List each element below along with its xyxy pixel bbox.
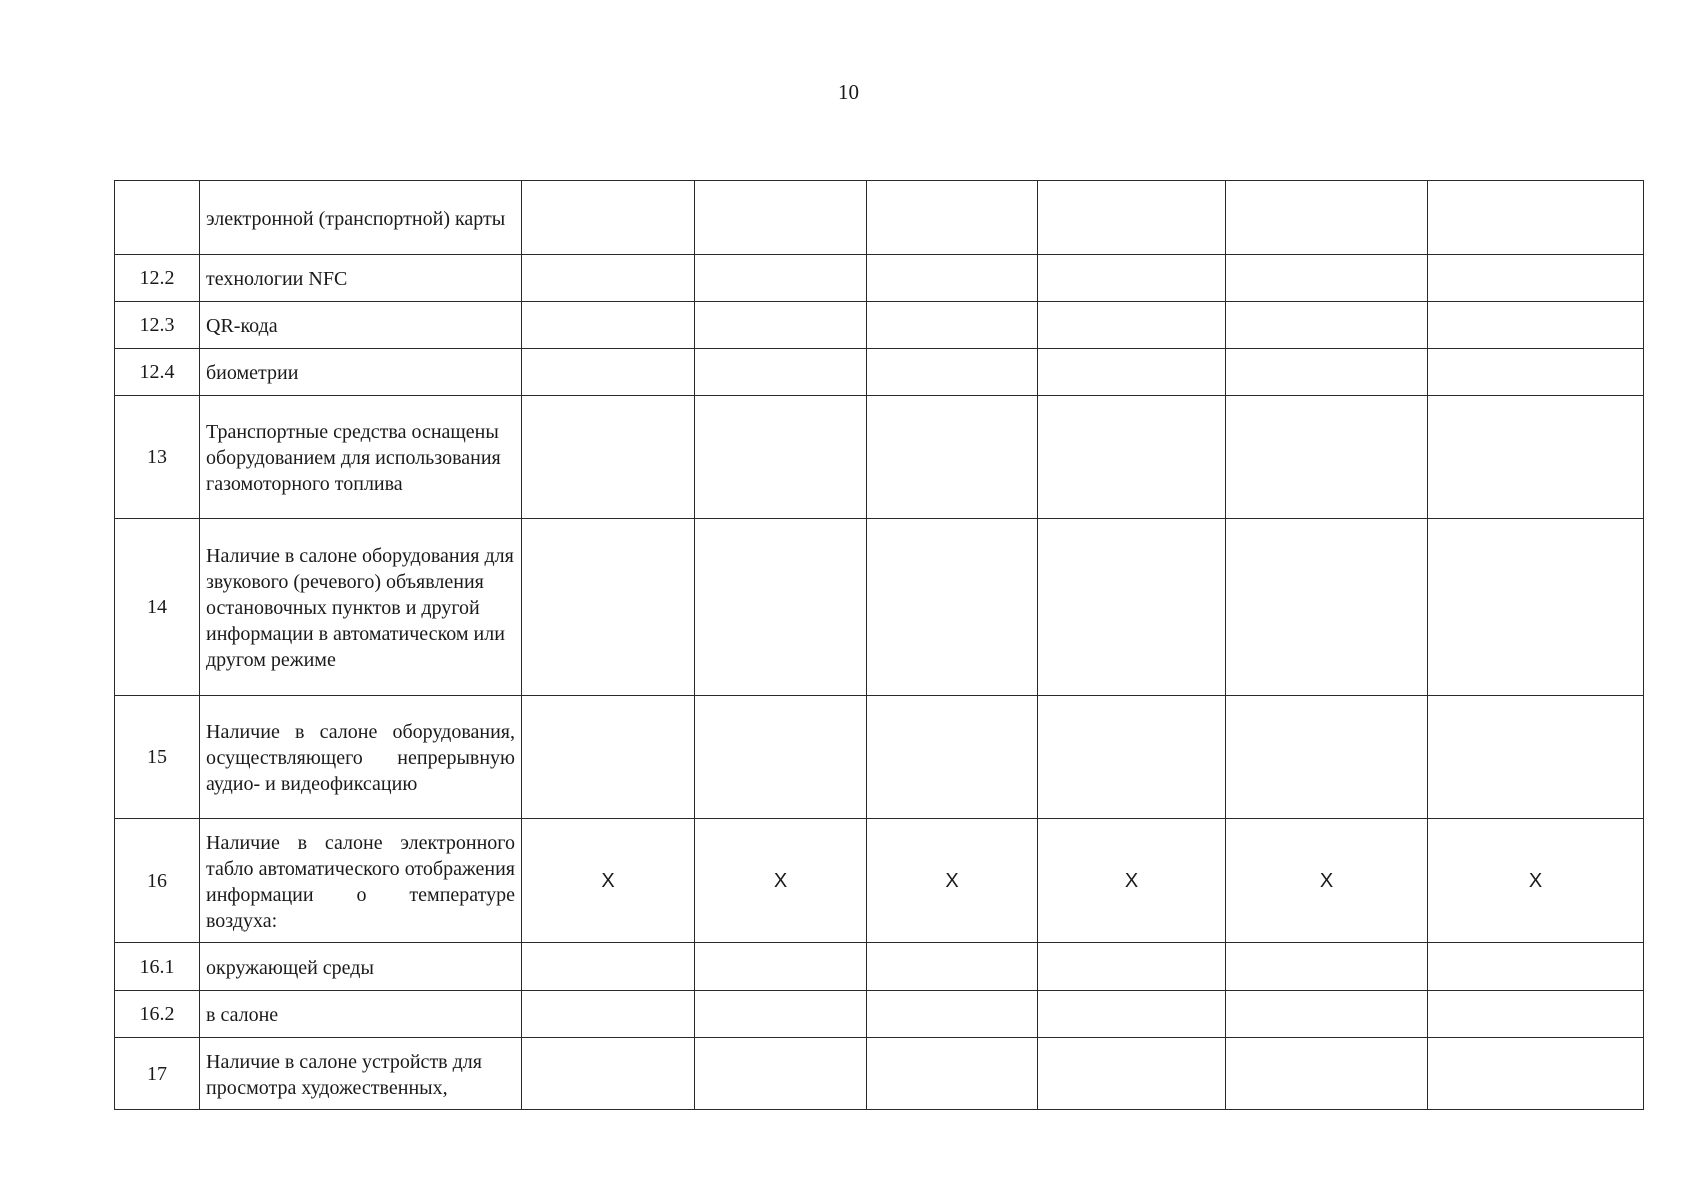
row-text: Наличие в салоне устройств для просмотра художественных, — [200, 1038, 522, 1110]
value-cell — [695, 943, 867, 991]
value-cell — [1038, 181, 1226, 255]
row-text: Наличие в салоне оборудования, осуществляющего непрерывную аудио- и видеофиксацию — [200, 696, 522, 819]
row-text: Транспортные средства оснащены оборудованием для использования газомоторного топлива — [200, 396, 522, 519]
row-number: 17 — [115, 1038, 200, 1110]
value-cell — [1038, 696, 1226, 819]
value-cell — [1428, 349, 1644, 396]
value-cell — [522, 255, 695, 302]
value-cell — [695, 349, 867, 396]
not-applicable-mark: Х — [867, 819, 1038, 943]
value-cell — [1226, 519, 1428, 696]
value-cell — [1038, 302, 1226, 349]
row-text: Наличие в салоне электронного табло автоматического отображения информации о температуре воздуха: — [200, 819, 522, 943]
value-cell — [522, 696, 695, 819]
table-row — [115, 696, 1644, 819]
table-row — [115, 349, 1644, 396]
value-cell — [867, 181, 1038, 255]
value-cell — [522, 943, 695, 991]
value-cell — [522, 181, 695, 255]
value-cell — [1226, 396, 1428, 519]
page-number: 10 — [838, 80, 859, 104]
table-row — [115, 396, 1644, 519]
row-number: 15 — [115, 696, 200, 819]
not-applicable-mark: Х — [1226, 819, 1428, 943]
table-row — [115, 991, 1644, 1038]
row-number: 12.2 — [115, 255, 200, 302]
value-cell — [867, 255, 1038, 302]
table-row — [115, 819, 1644, 943]
value-cell — [867, 696, 1038, 819]
value-cell — [1038, 991, 1226, 1038]
value-cell — [1038, 1038, 1226, 1110]
value-cell — [1428, 1038, 1644, 1110]
value-cell — [695, 991, 867, 1038]
value-cell — [1428, 696, 1644, 819]
not-applicable-mark: Х — [1428, 819, 1644, 943]
value-cell — [867, 302, 1038, 349]
not-applicable-mark: Х — [522, 819, 695, 943]
row-number: 13 — [115, 396, 200, 519]
row-text: технологии NFC — [200, 255, 522, 302]
value-cell — [1428, 519, 1644, 696]
value-cell — [1428, 396, 1644, 519]
value-cell — [867, 991, 1038, 1038]
row-number: 16 — [115, 819, 200, 943]
value-cell — [1226, 696, 1428, 819]
value-cell — [1226, 991, 1428, 1038]
row-number — [115, 181, 200, 255]
row-number: 16.1 — [115, 943, 200, 991]
value-cell — [1038, 396, 1226, 519]
value-cell — [522, 991, 695, 1038]
value-cell — [1226, 302, 1428, 349]
row-number: 14 — [115, 519, 200, 696]
value-cell — [1226, 255, 1428, 302]
value-cell — [1226, 181, 1428, 255]
value-cell — [1428, 255, 1644, 302]
value-cell — [1038, 255, 1226, 302]
value-cell — [1428, 943, 1644, 991]
not-applicable-mark: Х — [1038, 819, 1226, 943]
value-cell — [522, 396, 695, 519]
row-number: 12.4 — [115, 349, 200, 396]
row-text: окружающей среды — [200, 943, 522, 991]
value-cell — [867, 396, 1038, 519]
value-cell — [1428, 181, 1644, 255]
row-text: QR-кода — [200, 302, 522, 349]
not-applicable-mark: Х — [695, 819, 867, 943]
value-cell — [1038, 349, 1226, 396]
row-text: электронной (транспортной) карты — [200, 181, 522, 255]
value-cell — [695, 1038, 867, 1110]
row-number: 12.3 — [115, 302, 200, 349]
value-cell — [867, 349, 1038, 396]
table-row — [115, 255, 1644, 302]
table-row — [115, 302, 1644, 349]
criteria-table — [114, 180, 1644, 1110]
row-text: в салоне — [200, 991, 522, 1038]
value-cell — [695, 519, 867, 696]
table-row — [115, 943, 1644, 991]
value-cell — [1226, 943, 1428, 991]
value-cell — [695, 255, 867, 302]
value-cell — [695, 181, 867, 255]
table-row — [115, 519, 1644, 696]
value-cell — [522, 349, 695, 396]
row-text: биометрии — [200, 349, 522, 396]
value-cell — [1038, 519, 1226, 696]
value-cell — [522, 302, 695, 349]
row-text: Наличие в салоне оборудования для звукового (речевого) объявления остановочных пунктов и другой информации в автоматическом или другом режиме — [200, 519, 522, 696]
table-row — [115, 1038, 1644, 1110]
value-cell — [1226, 1038, 1428, 1110]
value-cell — [1428, 991, 1644, 1038]
value-cell — [1428, 302, 1644, 349]
value-cell — [867, 519, 1038, 696]
row-number: 16.2 — [115, 991, 200, 1038]
value-cell — [695, 396, 867, 519]
value-cell — [522, 519, 695, 696]
table-row — [115, 181, 1644, 255]
value-cell — [867, 943, 1038, 991]
value-cell — [867, 1038, 1038, 1110]
value-cell — [695, 302, 867, 349]
value-cell — [695, 696, 867, 819]
value-cell — [1226, 349, 1428, 396]
value-cell — [522, 1038, 695, 1110]
value-cell — [1038, 943, 1226, 991]
